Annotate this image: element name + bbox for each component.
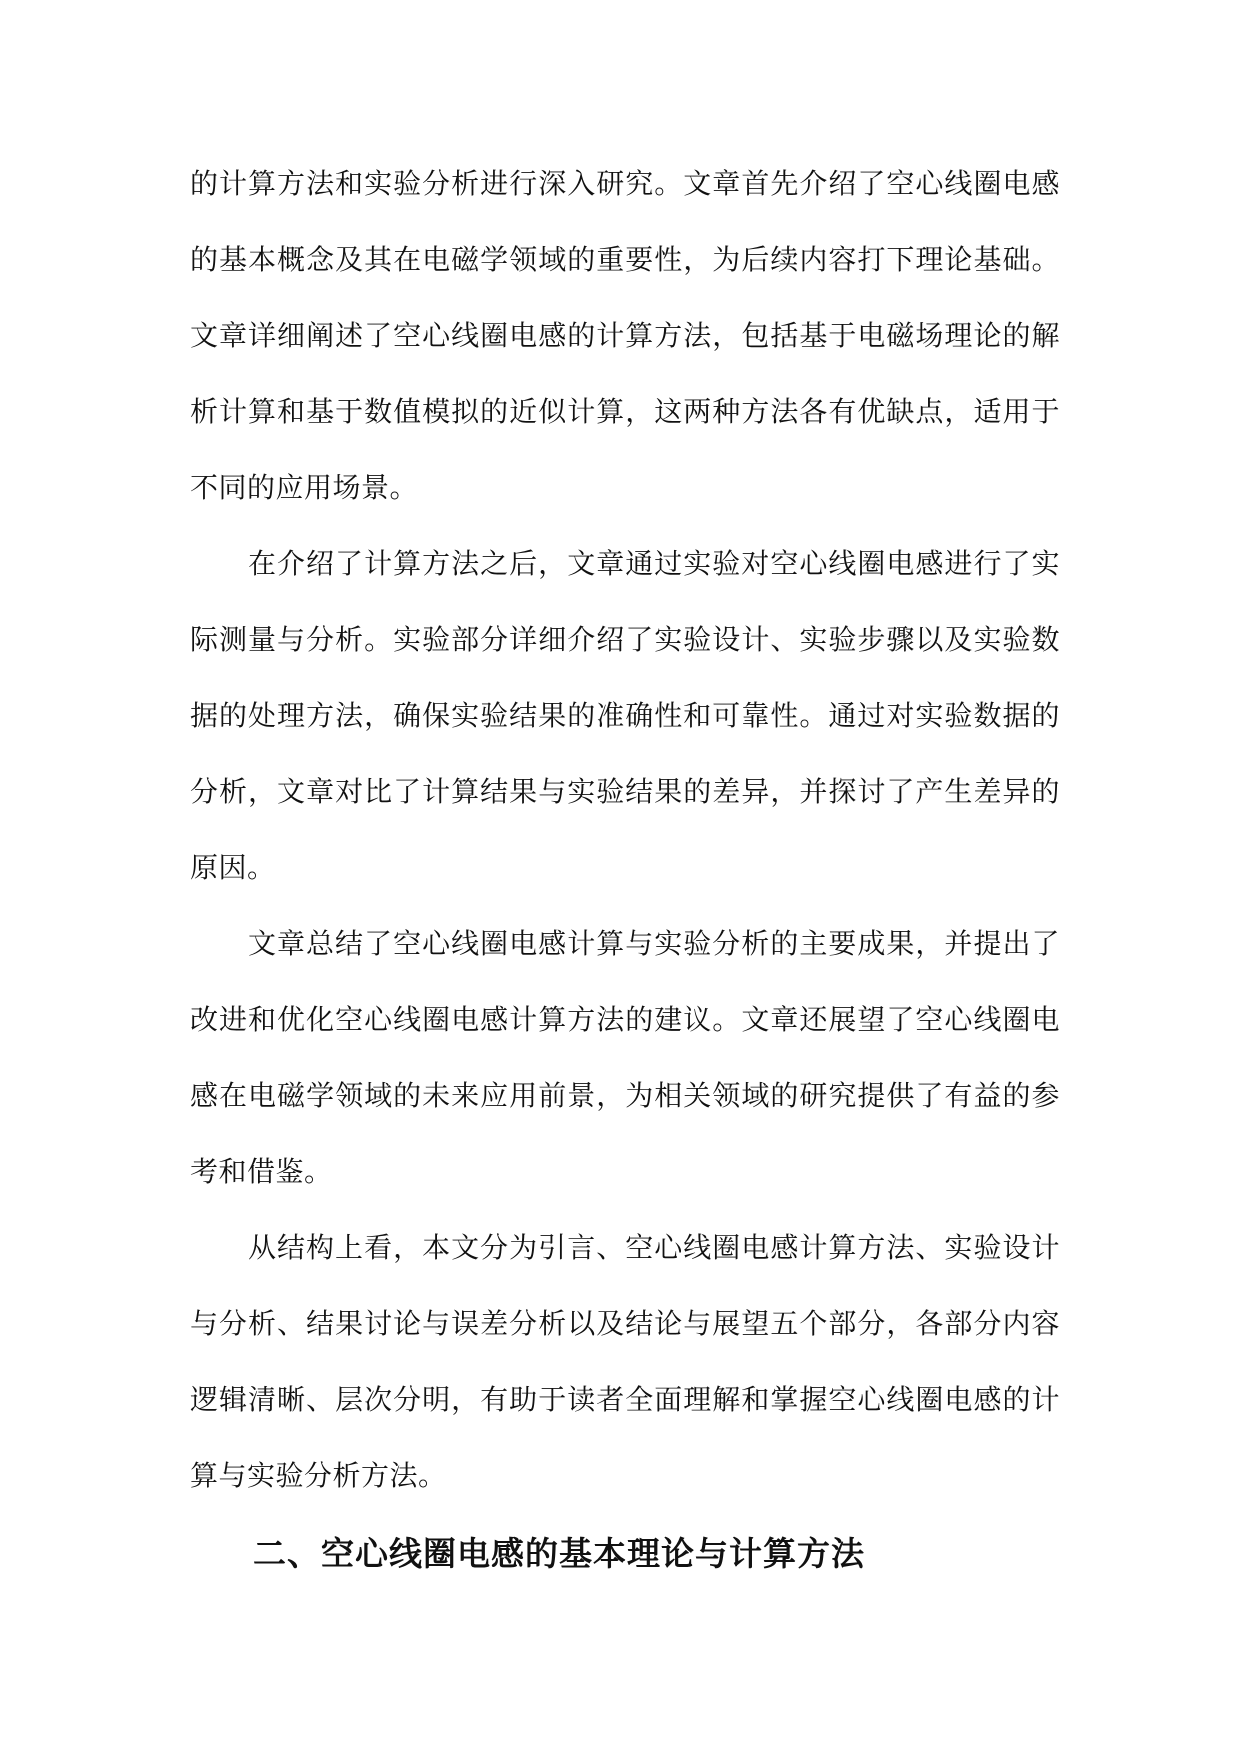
paragraph-experiment: 在介绍了计算方法之后，文章通过实验对空心线圈电感进行了实际测量与分析。实验部分详细介绍了实验设计、实验步骤以及实验数据的处理方法，确保实验结果的准确性和可靠性。通过对实验数据的分析，文章对比了计算结果与实验结果的差异，并探讨了产生差异的原因。: [190, 547, 1060, 884]
section-heading: 二、空心线圈电感的基本理论与计算方法: [253, 1534, 865, 1573]
paragraph-summary: 文章总结了空心线圈电感计算与实验分析的主要成果，并提出了改进和优化空心线圈电感计算方法的建议。文章还展望了空心线圈电感在电磁学领域的未来应用前景，为相关领域的研究提供了有益的参考和借鉴。: [190, 927, 1060, 1188]
body-text: [190, 146, 1060, 1514]
paragraph-continuation: 的计算方法和实验分析进行深入研究。文章首先介绍了空心线圈电感的基本概念及其在电磁学领域的重要性，为后续内容打下理论基础。文章详细阐述了空心线圈电感的计算方法，包括基于电磁场理论的解析计算和基于数值模拟的近似计算，这两种方法各有优缺点，适用于不同的应用场景。: [190, 167, 1060, 504]
paragraph-structure: 从结构上看，本文分为引言、空心线圈电感计算方法、实验设计与分析、结果讨论与误差分析以及结论与展望五个部分，各部分内容逻辑清晰、层次分明，有助于读者全面理解和掌握空心线圈电感的计算与实验分析方法。: [190, 1231, 1060, 1492]
